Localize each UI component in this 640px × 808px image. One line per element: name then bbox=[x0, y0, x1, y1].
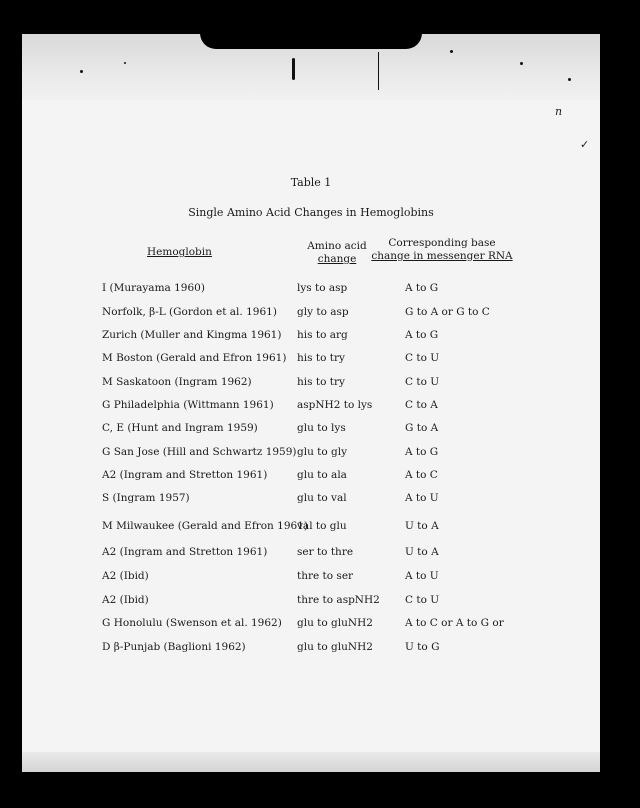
dust-speck bbox=[568, 78, 571, 81]
amino-change-cell: thre to ser bbox=[297, 570, 354, 582]
table-number: Table 1 bbox=[290, 176, 332, 189]
base-change-cell: C to U bbox=[405, 352, 440, 364]
base-change-cell: G to A or G to C bbox=[405, 306, 490, 318]
table-row bbox=[22, 446, 600, 468]
hemoglobin-cell: G Philadelphia (Wittmann 1961) bbox=[102, 399, 274, 411]
base-change-cell: A to C bbox=[405, 469, 438, 481]
amino-change-cell: thre to aspNH2 bbox=[297, 594, 380, 606]
film-tab bbox=[200, 31, 422, 49]
table-row bbox=[22, 376, 600, 398]
hemoglobin-cell: M Milwaukee (Gerald and Efron 1961) bbox=[102, 520, 308, 532]
table-row bbox=[22, 617, 600, 639]
table-row bbox=[22, 399, 600, 421]
hemoglobin-cell: G Honolulu (Swenson et al. 1962) bbox=[102, 617, 282, 629]
amino-change-cell: his to try bbox=[297, 376, 345, 388]
amino-change-cell: his to try bbox=[297, 352, 345, 364]
hemoglobin-cell: A2 (Ingram and Stretton 1961) bbox=[102, 546, 268, 558]
film-bottom-edge bbox=[22, 752, 600, 772]
base-change-cell: A to U bbox=[405, 492, 439, 504]
base-change-cell: A to G bbox=[405, 282, 439, 294]
amino-change-cell: gly to asp bbox=[297, 306, 349, 318]
dust-speck bbox=[80, 70, 83, 73]
base-change-cell: A to U bbox=[405, 570, 439, 582]
hemoglobin-cell: I (Murayama 1960) bbox=[102, 282, 205, 294]
col-amino-line1: Amino acid bbox=[307, 240, 367, 252]
col-base-line1: Corresponding base bbox=[388, 237, 496, 249]
dust-speck bbox=[292, 58, 295, 80]
table-row bbox=[22, 352, 600, 374]
hemoglobin-cell: Zurich (Muller and Kingma 1961) bbox=[102, 329, 282, 341]
dust-speck bbox=[450, 50, 453, 53]
table-row bbox=[22, 641, 600, 663]
hemoglobin-cell: A2 (Ibid) bbox=[102, 594, 149, 606]
amino-change-cell: glu to gluNH2 bbox=[297, 641, 373, 653]
col-base-header bbox=[367, 237, 517, 263]
base-change-cell: U to A bbox=[405, 520, 439, 532]
table-row bbox=[22, 546, 600, 568]
table-row bbox=[22, 520, 600, 542]
hemoglobin-cell: S (Ingram 1957) bbox=[102, 492, 190, 504]
base-change-cell: C to U bbox=[405, 376, 440, 388]
table-title: Single Amino Acid Changes in Hemoglobins bbox=[188, 206, 434, 219]
amino-change-cell: lys to asp bbox=[297, 282, 348, 294]
amino-change-cell: ser to thre bbox=[297, 546, 354, 558]
table-row bbox=[22, 469, 600, 491]
base-change-cell: U to G bbox=[405, 641, 440, 653]
table-row bbox=[22, 282, 600, 304]
amino-change-cell: glu to gly bbox=[297, 446, 348, 458]
col-base-line2: change in messenger RNA bbox=[371, 250, 513, 262]
amino-change-cell: glu to gluNH2 bbox=[297, 617, 373, 629]
base-change-cell: A to C or A to G or bbox=[405, 617, 504, 629]
check-mark: ✓ bbox=[580, 138, 590, 151]
table-row bbox=[22, 306, 600, 328]
col-amino-line2: change bbox=[317, 253, 357, 265]
base-change-cell: C to A bbox=[405, 399, 438, 411]
table-row bbox=[22, 594, 600, 616]
hemoglobin-cell: M Boston (Gerald and Efron 1961) bbox=[102, 352, 287, 364]
hemoglobin-cell: D β-Punjab (Baglioni 1962) bbox=[102, 641, 246, 653]
base-change-cell: C to U bbox=[405, 594, 440, 606]
table-row bbox=[22, 570, 600, 592]
dust-speck bbox=[378, 52, 379, 90]
amino-change-cell: glu to ala bbox=[297, 469, 347, 481]
dust-speck bbox=[520, 62, 523, 65]
hemoglobin-cell: Norfolk, β-L (Gordon et al. 1961) bbox=[102, 306, 277, 318]
hemoglobin-cell: A2 (Ingram and Stretton 1961) bbox=[102, 469, 268, 481]
dust-speck bbox=[124, 62, 126, 64]
document-page bbox=[22, 100, 600, 768]
hemoglobin-cell: G San Jose (Hill and Schwartz 1959) bbox=[102, 446, 297, 458]
base-change-cell: G to A bbox=[405, 422, 439, 434]
hemoglobin-cell: C, E (Hunt and Ingram 1959) bbox=[102, 422, 258, 434]
hemoglobin-cell: M Saskatoon (Ingram 1962) bbox=[102, 376, 252, 388]
table-row bbox=[22, 492, 600, 514]
base-change-cell: A to G bbox=[405, 329, 439, 341]
col-hemoglobin-header: Hemoglobin bbox=[147, 246, 212, 258]
table-row bbox=[22, 422, 600, 444]
table-row bbox=[22, 329, 600, 351]
corner-mark: n bbox=[555, 105, 563, 118]
amino-change-cell: val to glu bbox=[297, 520, 347, 532]
base-change-cell: U to A bbox=[405, 546, 439, 558]
amino-change-cell: aspNH2 to lys bbox=[297, 399, 373, 411]
base-change-cell: A to G bbox=[405, 446, 439, 458]
amino-change-cell: his to arg bbox=[297, 329, 348, 341]
amino-change-cell: glu to val bbox=[297, 492, 347, 504]
hemoglobin-cell: A2 (Ibid) bbox=[102, 570, 149, 582]
amino-change-cell: glu to lys bbox=[297, 422, 346, 434]
